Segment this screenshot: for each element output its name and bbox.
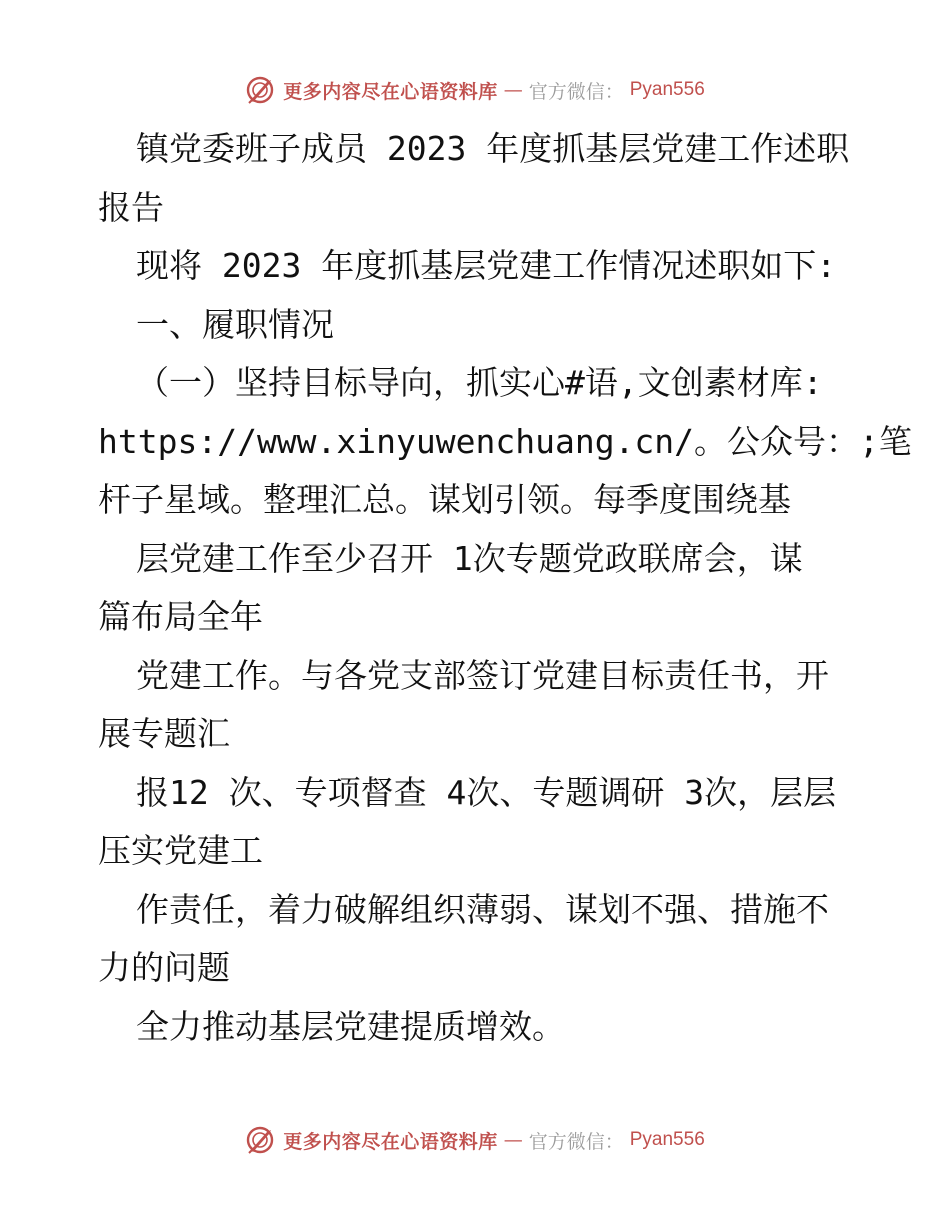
banner-contact-label: 官方微信：: [528, 80, 624, 103]
paragraph-line: 作责任，着力破解组织薄弱、谋划不强、措施不: [136, 889, 829, 929]
banner-dash: —: [503, 1129, 523, 1151]
footer-banner: [0, 1120, 950, 1160]
title-line: 镇党委班子成员 2023 年度抓基层党建工作述职: [136, 129, 850, 168]
pen-logo-icon: [245, 74, 277, 106]
section-heading: 一、履职情况: [136, 304, 334, 344]
paragraph-line: 党建工作。与各党支部签订党建目标责任书，开: [136, 655, 829, 695]
subsection-heading: （一）坚持目标导向，抓实心#语,文创素材库:: [136, 363, 823, 402]
paragraph-line: 篇布局全年: [98, 597, 263, 636]
paragraph-line: 全力推动基层党建提质增效。: [136, 1006, 565, 1046]
banner-dash: —: [503, 79, 523, 101]
document-body: [98, 120, 912, 1056]
pen-logo-icon: [245, 1124, 277, 1156]
paragraph-line: 力的问题: [98, 948, 230, 987]
paragraph-line: 杆子星域。整理汇总。谋划引领。每季度围绕基: [98, 480, 791, 519]
paragraph-line: https://www.xinyuwenchuang.cn/。公众号：;笔: [98, 421, 912, 461]
paragraph-line: 现将 2023 年度抓基层党建工作情况述职如下:: [136, 246, 837, 285]
banner-promo-text: 更多内容尽在心语资料库: [283, 1130, 498, 1153]
banner-contact-label: 官方微信：: [528, 1130, 624, 1153]
paragraph-line: 层党建工作至少召开 1次专题党政联席会，谋: [136, 538, 803, 578]
header-banner: [0, 70, 950, 110]
banner-contact-id: Pyan556: [629, 1129, 705, 1150]
banner-promo-text: 更多内容尽在心语资料库: [283, 80, 498, 103]
banner-contact-id: Pyan556: [629, 79, 705, 100]
paragraph-line: 报12 次、专项督查 4次、专题调研 3次，层层: [136, 772, 837, 812]
paragraph-line: 压实党建工: [98, 831, 263, 870]
paragraph-line: 展专题汇: [98, 714, 230, 753]
title-line: 报告: [98, 187, 164, 227]
